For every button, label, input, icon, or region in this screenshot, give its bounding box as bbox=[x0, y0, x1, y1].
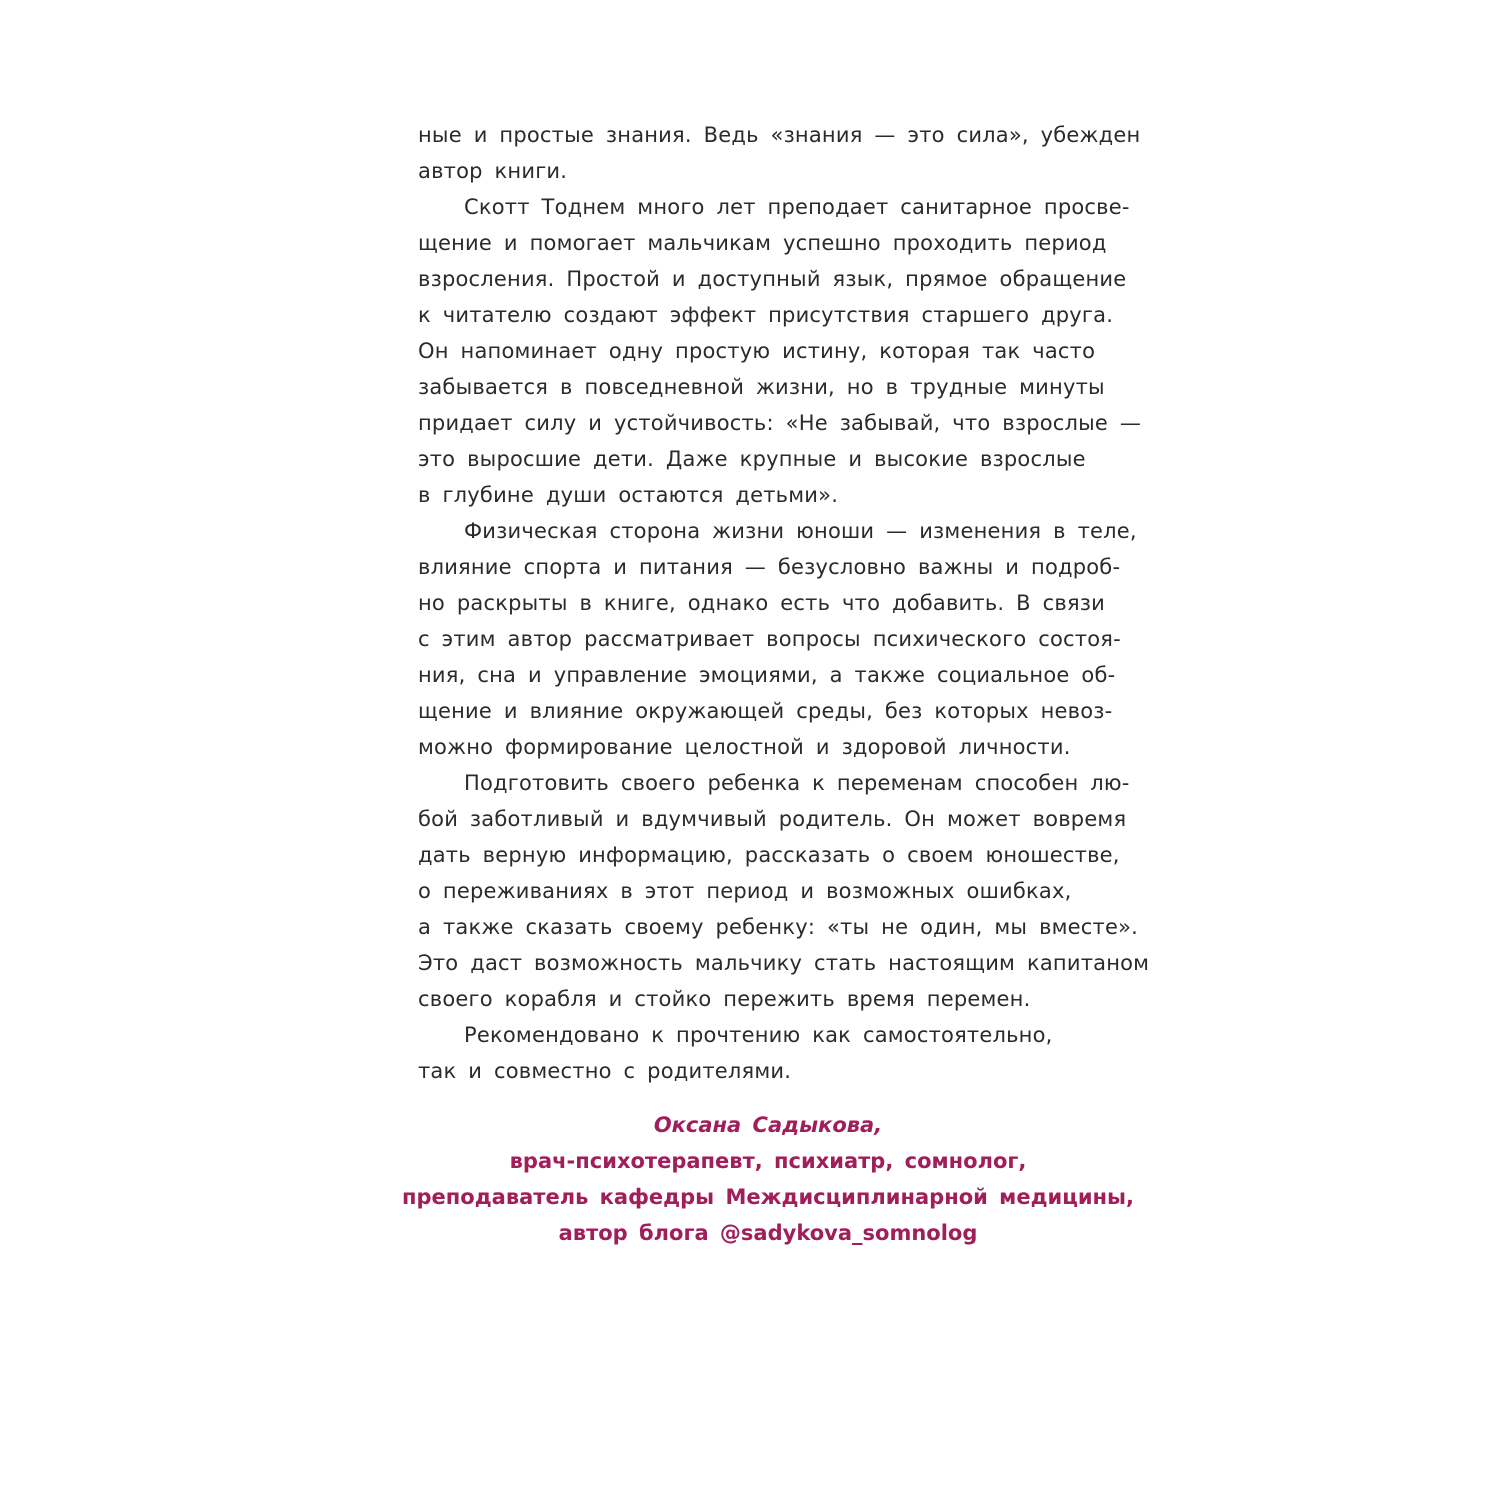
author-signature bbox=[388, 1107, 1148, 1251]
text-line: щение и помогает мальчикам успешно проходить период bbox=[418, 231, 1107, 255]
paragraph-start-line: Физическая сторона жизни юноши — изменения в теле, bbox=[464, 519, 1137, 543]
text-line: с этим автор рассматривает вопросы психического состоя- bbox=[418, 627, 1121, 651]
text-line: дать верную информацию, рассказать о своем юношестве, bbox=[418, 843, 1120, 867]
text-line: забывается в повседневной жизни, но в трудные минуты bbox=[418, 375, 1105, 399]
text-line: щение и влияние окружающей среды, без которых невоз- bbox=[418, 699, 1113, 723]
signature-credentials: врач-психотерапевт, психиатр, сомнолог, bbox=[509, 1149, 1027, 1173]
text-line: своего корабля и стойко пережить время перемен. bbox=[418, 987, 1031, 1011]
text-line: это выросшие дети. Даже крупные и высокие взрослые bbox=[418, 447, 1086, 471]
text-line: так и совместно с родителями. bbox=[418, 1059, 792, 1083]
text-line: бой заботливый и вдумчивый родитель. Он может вовремя bbox=[418, 807, 1127, 831]
text-line: можно формирование целостной и здоровой личности. bbox=[418, 735, 1071, 759]
signature-name: Оксана Садыкова, bbox=[653, 1113, 883, 1137]
text-line: Это даст возможность мальчику стать настоящим капитаном bbox=[418, 951, 1150, 975]
text-line: но раскрыты в книге, однако есть что добавить. В связи bbox=[418, 591, 1106, 615]
text-line: Он напоминает одну простую истину, которая так часто bbox=[418, 339, 1096, 363]
signature-blog: автор блога @sadykova_somnolog bbox=[558, 1221, 978, 1245]
paragraph-start-line: Подготовить своего ребенка к переменам способен лю- bbox=[464, 771, 1130, 795]
text-line: влияние спорта и питания — безусловно важны и подроб- bbox=[418, 555, 1121, 579]
text-line: ния, сна и управление эмоциями, а также социальное об- bbox=[418, 663, 1116, 687]
signature-position: преподаватель кафедры Междисциплинарной медицины, bbox=[401, 1185, 1135, 1209]
text-line: автор книги. bbox=[418, 159, 568, 183]
text-line: о переживаниях в этот период и возможных ошибках, bbox=[418, 879, 1072, 903]
book-page bbox=[401, 117, 1178, 1251]
text-line: придает силу и устойчивость: «Не забывай, что взрослые — bbox=[418, 411, 1142, 435]
paragraph-start-line: Скотт Тоднем много лет преподает санитарное просве- bbox=[464, 195, 1130, 219]
text-line: в глубине души остаются детьми». bbox=[418, 483, 839, 507]
text-line: а также сказать своему ребенку: «ты не один, мы вместе». bbox=[418, 915, 1139, 939]
text-line: взросления. Простой и доступный язык, прямое обращение bbox=[418, 267, 1127, 291]
text-line: к читателю создают эффект присутствия старшего друга. bbox=[418, 303, 1114, 327]
text-line: ные и простые знания. Ведь «знания — это сила», убежден bbox=[418, 123, 1141, 147]
body-text bbox=[418, 117, 1178, 1089]
paragraph-start-line: Рекомендовано к прочтению как самостоятельно, bbox=[464, 1023, 1053, 1047]
